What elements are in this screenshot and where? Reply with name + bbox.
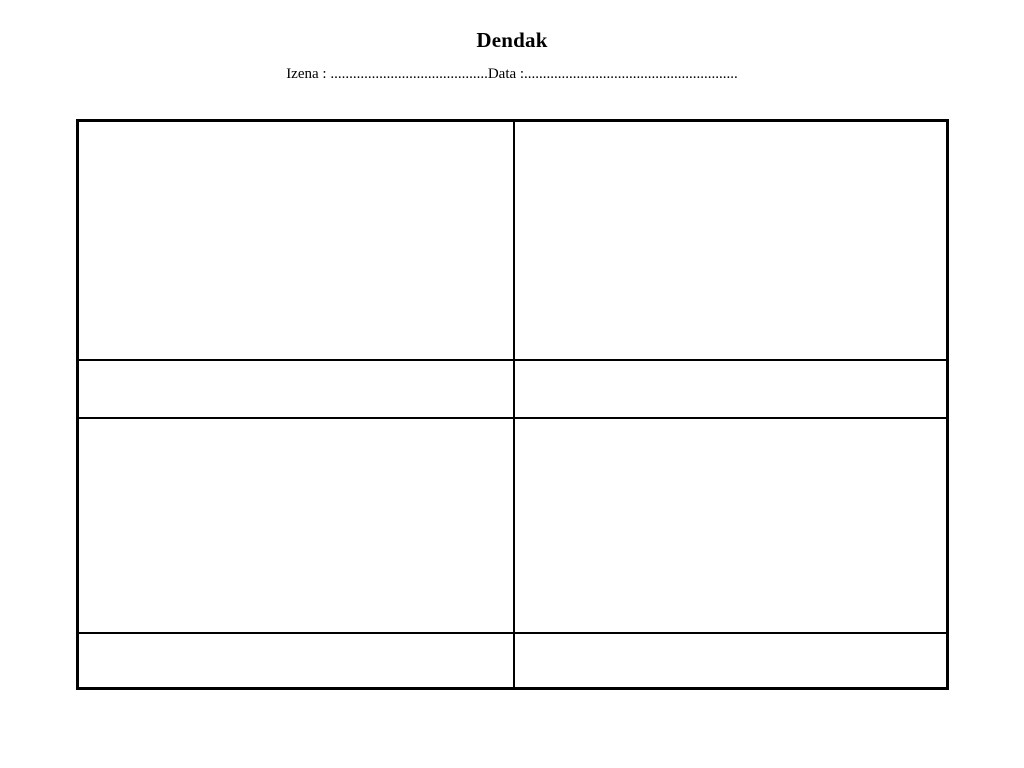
grid-cell-drawing-1-right[interactable] <box>515 122 946 359</box>
grid-cell-caption-2-left[interactable] <box>79 634 513 687</box>
grid-cell-drawing-2-right[interactable] <box>515 419 946 632</box>
grid-vertical-divider <box>513 122 515 687</box>
page-title: Dendak <box>476 28 548 52</box>
grid-cell-drawing-2-left[interactable] <box>79 419 513 632</box>
grid-cell-caption-2-right[interactable] <box>515 634 946 687</box>
grid-horizontal-divider-1 <box>79 359 946 361</box>
grid-horizontal-divider-2 <box>79 417 946 419</box>
worksheet-grid <box>76 119 949 690</box>
grid-cell-drawing-1-left[interactable] <box>79 122 513 359</box>
grid-cell-caption-1-left[interactable] <box>79 361 513 417</box>
grid-cell-caption-1-right[interactable] <box>515 361 946 417</box>
name-date-line: Izena : ..........................................Data :......................................................... <box>286 66 738 82</box>
grid-horizontal-divider-3 <box>79 632 946 634</box>
